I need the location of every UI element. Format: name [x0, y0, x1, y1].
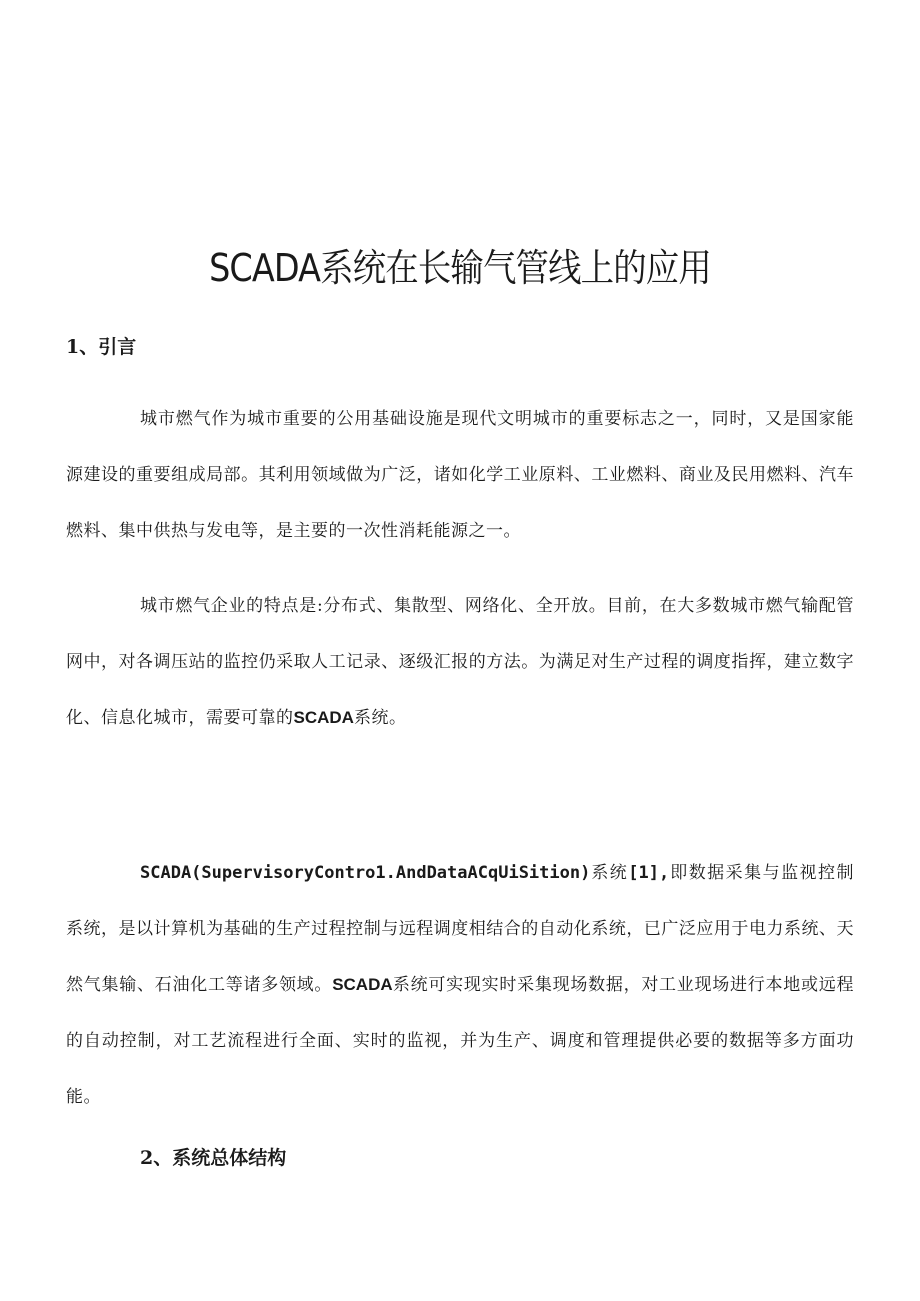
intro-paragraph-2: [66, 578, 854, 746]
document-title: SCADA系统在长输气管线上的应用: [209, 246, 711, 290]
intro-paragraph-2-text-a: 城市燃气企业的特点是:分布式、集散型、网络化、全开放。目前，在大多数城市燃气输配管网中，对各调压站的监控仍采取人工记录、逐级汇报的方法。为满足对生产过程的调度指挥，建立数字化、信息化城市，需要可靠的: [66, 596, 854, 728]
scada-definition-text-c: 系统可实现实时采集现场数据，对工业现场进行本地或远程的自动控制，对工艺流程进行全面、实时的监视，并为生产、调度和管理提供必要的数据等多方面功能。: [66, 975, 855, 1107]
section-heading-introduction: 1、引言: [66, 336, 137, 358]
scada-term: SCADA: [293, 708, 354, 727]
scada-definition-text-a: 系统: [590, 863, 629, 883]
scada-definition-text-b: 即数据采集与监视控制系统，是以计算机为基础的生产过程控制与远程调度相结合的自动化系统，已广泛应用于电力系统、天然气集输、石油化工等诸多领域。: [66, 863, 855, 995]
scada-term: SCADA: [332, 975, 393, 994]
intro-paragraph-1: 城市燃气作为城市重要的公用基础设施是现代文明城市的重要标志之一，同时，又是国家能源建设的重要组成局部。其利用领域做为广泛，诸如化学工业原料、工业燃料、商业及民用燃料、汽车燃料、集中供热与发电等，是主要的一次性消耗能源之一。: [66, 409, 854, 541]
scada-definition-paragraph: [66, 845, 854, 1125]
intro-paragraph-2-text-b: 系统。: [353, 708, 407, 728]
section-heading-system-structure: 2、系统总体结构: [140, 1147, 287, 1169]
scada-full-name: SCADA(SupervisoryContro1.AndDataACqUiSition): [140, 863, 591, 883]
citation-reference: [1],: [628, 863, 670, 883]
